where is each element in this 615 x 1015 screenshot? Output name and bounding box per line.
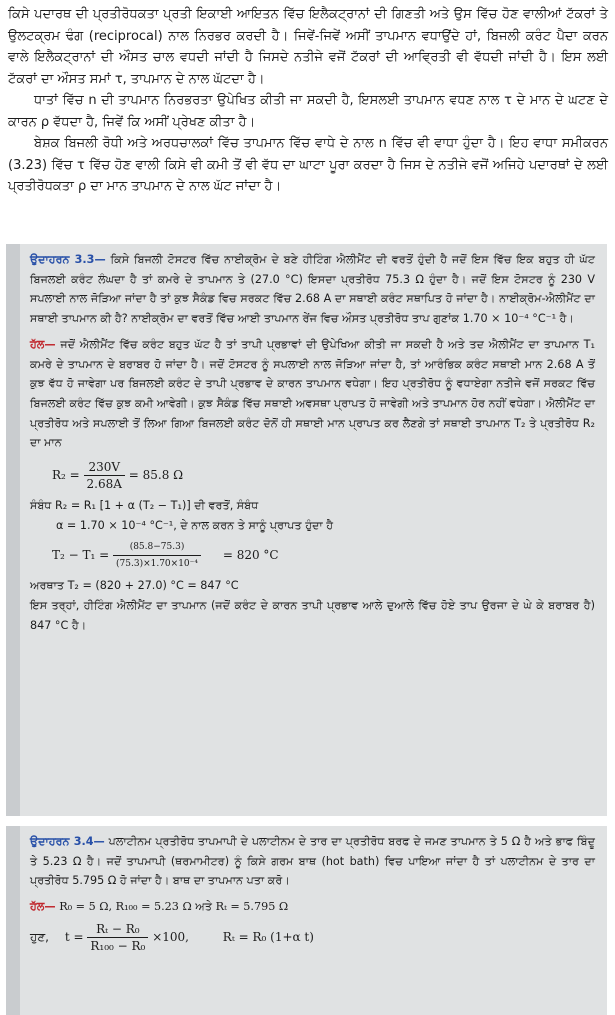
equation-t2-result: ਅਰਥਾਤ T₂ = (820 + 27.0) °C = 847 °C	[30, 579, 239, 593]
example-3-3-solution	[30, 335, 595, 453]
equation-t-fraction	[87, 921, 148, 954]
example-3-3-statement	[30, 250, 595, 329]
intro-text	[8, 4, 608, 198]
intro-paragraph-3: ਬੇਸ਼ਕ ਬਿਜਲੀ ਰੋਧੀ ਅਤੇ ਅਰਧਚਾਲਕਾਂ ਵਿੱਚ ਤਾਪਮਾਨ ਵਿੱਚ ਵਾਧੇ ਦੇ ਨਾਲ n ਵਿੱਚ ਵੀ ਵਾਧਾ ਹੁੰਦਾ ਹੈ। ਇਹ ਵਾਧਾ ਸਮੀਕਰਨ (3.23) ਵਿੱਚ τ ਵਿੱਚ ਹੋਣ ਵਾਲੀ ਕਿਸੇ ਵੀ ਕਮੀ ਤੋਂ ਵੀ ਵੱਧ ਦਾ ਘਾਟਾ ਪੂਰਾ ਕਰਦਾ ਹੈ ਜਿਸ ਦੇ ਨਤੀਜੇ ਵਜੋਂ ਅਜਿਹੇ ਪਦਾਰਥਾਂ ਦੇ ਲਈ ਪ੍ਰਤੀਰੋਧਕਤਾ ρ ਦਾ ਮਾਨ ਤਾਪਮਾਨ ਦੇ ਨਾਲ ਘੱਟ ਜਾਂਦਾ ਹੈ।	[8, 136, 608, 194]
example-3-4-solution-values: R₀ = 5 Ω, R₁₀₀ = 5.23 Ω ਅਤੇ Rₜ = 5.795 Ω	[59, 900, 289, 914]
equation-r2-rhs: = 85.8 Ω	[128, 468, 184, 483]
alpha-text: α = 1.70 × 10⁻⁴ °C⁻¹, ਦੇ ਨਾਲ ਕਰਨ ਤੇ ਸਾਨੂੰ ਪ੍ਰਾਪਤ ਹੁੰਦਾ ਹੈ	[56, 518, 334, 532]
equation-t2-t1-lhs: T₂ − T₁ =	[52, 548, 110, 563]
equation-t2-t1-rhs: = 820 °C	[222, 548, 279, 563]
example-3-4-solution	[30, 897, 595, 917]
example-3-4-solution-label: ਹੱਲ—	[30, 900, 56, 914]
example-3-3-solution-text: ਜਦੋਂ ਐਲੀਮੈਂਟ ਵਿੱਚ ਕਰੰਟ ਬਹੁਤ ਘੱਟ ਹੈ ਤਾਂ ਤਾਪੀ ਪ੍ਰਭਾਵਾਂ ਦੀ ਉਪੇਖਿਆ ਕੀਤੀ ਜਾ ਸਕਦੀ ਹੈ ਅਤੇ ਤਦ ਐਲੀਮੈਂਟ ਦਾ ਤਾਪਮਾਨ T₁ ਕਮਰੇ ਦੇ ਤਾਪਮਾਨ ਦੇ ਬਰਾਬਰ ਹੋ ਜਾਂਦਾ ਹੈ। ਜਦੋਂ ਟੋਸਟਰ ਨੂੰ ਸਪਲਾਈ ਨਾਲ ਜੋੜਿਆ ਜਾਂਦਾ ਹੈ, ਤਾਂ ਆਰੰਭਿਕ ਕਰੰਟ ਸਥਾਈ ਮਾਨ 2.68 A ਤੋਂ ਕੁਝ ਵੱਧ ਹੋ ਜਾਵੇਗਾ ਪਰ ਬਿਜਲਈ ਕਰੰਟ ਦੇ ਤਾਪੀ ਪ੍ਰਭਾਵ ਦੇ ਕਾਰਨ ਤਾਪਮਾਨ ਵਧੇਗਾ। ਇਹ ਪ੍ਰਤੀਰੋਧ ਨੂੰ ਵਧਾਏਗਾ ਨਤੀਜੇ ਵਜੋਂ ਸਰਕਟ ਵਿੱਚ ਬਿਜਲਈ ਕਰੰਟ ਵਿੱਚ ਕੁਝ ਕਮੀ ਆਵੇਗੀ। ਕੁਝ ਸੈਕੰਡ ਵਿੱਚ ਸਥਾਈ ਅਵਸਥਾ ਪ੍ਰਾਪਤ ਹੋ ਜਾਵੇਗੀ ਅਤੇ ਤਾਪਮਾਨ ਹੋਰ ਨਹੀਂ ਵਧੇਗਾ। ਐਲੀਮੈਂਟ ਦਾ ਪ੍ਰਤੀਰੋਧ ਅਤੇ ਸਪਲਾਈ ਤੋਂ ਲਿਆ ਗਿਆ ਬਿਜਲਈ ਕਰੰਟ ਦੋਨੋਂ ਹੀ ਸਥਾਈ ਮਾਨ ਪ੍ਰਾਪਤ ਕਰ ਲੈਣਗੇ ਤਾਂ ਸਥਾਈ ਤਾਪਮਾਨ T₂ ਤੇ ਪ੍ਰਤੀਰੋਧ R₂ ਦਾ ਮਾਨ	[30, 337, 596, 450]
example-3-3-box	[6, 244, 607, 816]
equation-r2-fraction	[84, 459, 125, 492]
example-3-4-statement	[30, 832, 595, 891]
box-separator	[6, 820, 607, 822]
example-3-4-heading: ਉਦਾਹਰਨ 3.4—	[30, 835, 105, 848]
equation-r2-numerator: 230V	[84, 459, 125, 476]
equation-t2-t1-denominator: (75.3)×1.70×10⁻⁴	[116, 559, 199, 570]
now-label: ਹੁਣ,	[30, 929, 49, 944]
equation-t2-t1-fraction	[113, 539, 201, 572]
example-3-3-solution-label: ਹੱਲ—	[30, 337, 56, 351]
equation-t-denominator: R₁₀₀ − R₀	[90, 938, 146, 953]
equation-t-numerator: Rₜ − R₀	[87, 921, 148, 938]
equation-t2-t1	[52, 539, 595, 572]
equation-t-lhs: t =	[64, 929, 84, 944]
equation-r2-denominator: 2.68A	[86, 477, 122, 492]
relation-text: ਸੰਬੰਧ R₂ = R₁ [1 + α (T₂ − T₁)] ਦੀ ਵਰਤੋਂ, ਸੰਬੰਧ	[30, 499, 259, 513]
equation-r2-lhs: R₂ =	[52, 468, 80, 483]
example-3-4-box	[6, 826, 607, 1015]
example-3-4-text: ਪਲਾਟੀਨਮ ਪ੍ਰਤੀਰੋਧ ਤਾਪਮਾਪੀ ਦੇ ਪਲਾਟੀਨਮ ਦੇ ਤਾਰ ਦਾ ਪ੍ਰਤੀਰੋਧ ਬਰਫ ਦੇ ਜਮਣ ਤਾਪਮਾਨ ਤੇ 5 Ω ਹੈ ਅਤੇ ਭਾਫ ਬਿੰਦੂ ਤੇ 5.23 Ω ਹੈ। ਜਦੋਂ ਤਾਪਮਾਪੀ (ਥਰਮਾਮੀਟਰ) ਨੂੰ ਕਿਸੇ ਗਰਮ ਬਾਥ (hot bath) ਵਿਚ ਪਾਇਆ ਜਾਂਦਾ ਹੈ ਤਾਂ ਪਲਾਟੀਨਮ ਦੇ ਤਾਰ ਦਾ ਪ੍ਰਤੀਰੋਧ 5.795 Ω ਹੋ ਜਾਂਦਾ ਹੈ। ਬਾਥ ਦਾ ਤਾਪਮਾਨ ਪਤਾ ਕਰੋ।	[30, 835, 595, 888]
example-3-3-heading: ਉਦਾਹਰਨ 3.3—	[30, 253, 106, 266]
example-3-3-text: ਕਿਸੇ ਬਿਜਲੀ ਟੋਸਟਰ ਵਿੱਚ ਨਾਈਕ੍ਰੋਮ ਦੇ ਬਣੇ ਹੀਟਿੰਗ ਐਲੀਮੈਂਟ ਦੀ ਵਰਤੋਂ ਹੁੰਦੀ ਹੈ ਜਦੋਂ ਇਸ ਵਿੱਚ ਇਕ ਬਹੁਤ ਹੀ ਘੱਟ ਬਿਜਲਈ ਕਰੰਟ ਲੰਘਦਾ ਹੈ ਤਾਂ ਕਮਰੇ ਦੇ ਤਾਪਮਾਨ ਤੇ (27.0 °C) ਇਸਦਾ ਪ੍ਰਤੀਰੋਧ 75.3 Ω ਹੁੰਦਾ ਹੈ। ਜਦੋਂ ਇਸ ਟੋਸਟਰ ਨੂੰ 230 V ਸਪਲਾਈ ਨਾਲ ਜੋੜਿਆ ਜਾਂਦਾ ਹੈ ਤਾਂ ਕੁਝ ਸੈਕੰਡ ਵਿਚ ਸਰਕਟ ਵਿੱਚ 2.68 A ਦਾ ਸਥਾਈ ਕਰੰਟ ਸਥਾਪਿਤ ਹੋ ਜਾਂਦਾ ਹੈ। ਨਾਈਕ੍ਰੋਮ-ਐਲੀਮੈਂਟ ਦਾ ਸਥਾਈ ਤਾਪਮਾਨ ਕੀ ਹੈ? ਨਾਈਕ੍ਰੋਮ ਦਾ ਵਰਤੋਂ ਵਿੱਚ ਆਈ ਤਾਪਮਾਨ ਰੇਂਜ ਵਿਚ ਔਸਤ ਪ੍ਰਤੀਰੋਧ ਤਾਪ ਗੁਣਾਂਕ 1.70 × 10⁻⁴ °C⁻¹ ਹੈ।	[30, 253, 595, 326]
intro-paragraph-2: ਧਾਤਾਂ ਵਿੱਚ n ਦੀ ਤਾਪਮਾਨ ਨਿਰਭਰਤਾ ਉਪੇਖਿਤ ਕੀਤੀ ਜਾ ਸਕਦੀ ਹੈ, ਇਸਲਈ ਤਾਪਮਾਨ ਵਧਣ ਨਾਲ τ ਦੇ ਮਾਨ ਦੇ ਘਟਣ ਦੇ ਕਾਰਨ ρ ਵੱਧਦਾ ਹੈ, ਜਿਵੇਂ ਕਿ ਅਸੀਂ ਪ੍ਰੇਖਣ ਕੀਤਾ ਹੈ।	[8, 93, 608, 130]
equation-t-rhs: ×100,	[152, 929, 189, 944]
equation-bath-temperature	[30, 921, 595, 954]
equation-rt-relation: Rₜ = R₀ (1+α t)	[222, 929, 314, 944]
intro-paragraph-1: ਕਿਸੇ ਪਦਾਰਥ ਦੀ ਪ੍ਰਤੀਰੋਧਕਤਾ ਪ੍ਰਤੀ ਇਕਾਈ ਆਇਤਨ ਵਿੱਚ ਇਲੈਕਟ੍ਰਾਨਾਂ ਦੀ ਗਿਣਤੀ ਅਤੇ ਉਸ ਵਿੱਚ ਹੋਣ ਵਾਲੀਆਂ ਟੱਕਰਾਂ ਤੇ ਉਲਟਕ੍ਰਮ ਢੰਗ (reciprocal) ਨਾਲ ਨਿਰਭਰ ਕਰਦੀ ਹੈ। ਜਿਵੇਂ-ਜਿਵੇਂ ਅਸੀਂ ਤਾਪਮਾਨ ਵਧਾਉਂਦੇ ਹਾਂ, ਬਿਜਲੀ ਕਰੰਟ ਪੈਦਾ ਕਰਨ ਵਾਲੇ ਇਲੈਕਟ੍ਰਾਨਾਂ ਦੀ ਔਸਤ ਚਾਲ ਵਧਦੀ ਜਾਂਦੀ ਹੈ ਜਿਸਦੇ ਨਤੀਜੇ ਵਜੋਂ ਟੱਕਰਾਂ ਦੀ ਆਵ੍ਰਿਤੀ ਵੀ ਵੱਧਦੀ ਜਾਂਦੀ ਹੈ। ਇਸ ਲਈ ਟੱਕਰਾਂ ਦਾ ਔਸਤ ਸਮਾਂ τ, ਤਾਪਮਾਨ ਦੇ ਨਾਲ ਘੱਟਦਾ ਹੈ।	[8, 7, 608, 87]
example-3-3-conclusion: ਇਸ ਤਰ੍ਹਾਂ, ਹੀਟਿੰਗ ਐਲੀਮੈਂਟ ਦਾ ਤਾਪਮਾਨ (ਜਦੋਂ ਕਰੰਟ ਦੇ ਕਾਰਨ ਤਾਪੀ ਪ੍ਰਭਾਵ ਆਲੇ ਦੁਆਲੇ ਵਿੱਚ ਹੋਏ ਤਾਪ ਉਰਜਾ ਦੇ ਘੇ ਕੇ ਬਰਾਬਰ ਹੈ) 847 °C ਹੈ।	[30, 599, 595, 632]
equation-r2	[52, 459, 595, 492]
equation-t2-t1-numerator: (85.8−75.3)	[113, 539, 201, 556]
